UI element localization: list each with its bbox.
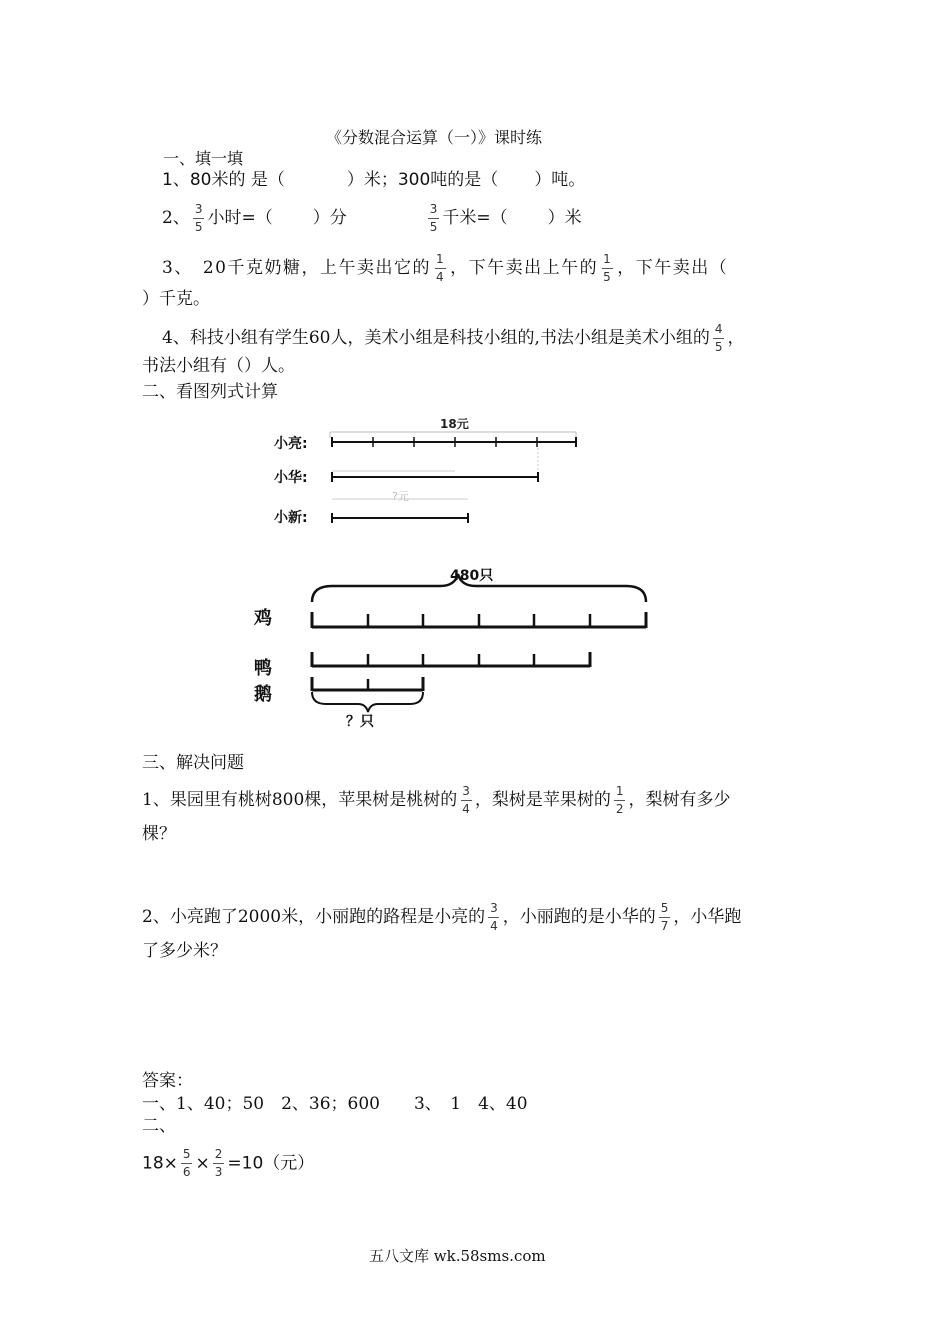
diagram2-row-label-3: 鹅 xyxy=(254,684,272,705)
question-3-1-line2: 棵？ xyxy=(142,824,176,844)
answers-line-1: 一、1、40；50 2、36；600 3、 1 4、40 xyxy=(142,1094,528,1114)
fraction: $\frac{3}{5}$ xyxy=(194,202,203,234)
question-1-4-line2: 书法小组有（）人。 xyxy=(142,356,295,376)
diagram2-total-label: 480只 xyxy=(450,568,494,584)
fraction: $\frac{3}{4}$ xyxy=(462,784,470,816)
segment-diagram-1 xyxy=(270,408,690,538)
fraction: $\frac{5}{6}$ xyxy=(182,1147,191,1179)
question-1-4: 4、科技小组有学生60人，美术小组是科技小组的,书法小组是美术小组的 $\frac{4}{5}$ ， xyxy=(162,322,745,354)
section3-heading: 三、解决问题 xyxy=(142,753,244,773)
diagram1-row-label-3: 小新: xyxy=(274,510,308,526)
answers-heading: 答案： xyxy=(142,1071,193,1091)
fraction: $\frac{1}{5}$ xyxy=(603,252,613,284)
fraction: $\frac{1}{4}$ xyxy=(435,252,446,284)
diagram2-unknown-label: ？只 xyxy=(346,714,374,730)
fraction: $\frac{3}{5}$ xyxy=(429,202,438,234)
answers-line-2: 二、 xyxy=(142,1116,176,1136)
question-1-2: 2、 $\frac{3}{5}$ 小时=（ ）分 $\frac{3}{5}$ 千米=（ ）米 xyxy=(162,202,582,234)
question-1-1: 1、80米的 是（ ）米；300吨的是（ ）吨。 xyxy=(162,170,586,190)
diagram2-row-label-2: 鸭 xyxy=(254,658,272,679)
diagram1-row-label-1: 小亮: xyxy=(274,436,308,452)
diagram2-row-label-1: 鸡 xyxy=(254,608,272,629)
question-1-3: 3、 20千克奶糖，上午卖出它的 $\frac{1}{4}$ ，下午卖出上午的 $\frac{1}{5}$ ，下午卖出（ xyxy=(162,252,729,284)
question-1-3-line2: ）千克。 xyxy=(142,289,210,309)
diagram1-unknown-label: ?元 xyxy=(392,490,409,503)
fraction: $\frac{2}{3}$ xyxy=(214,1147,223,1179)
diagram1-row-label-2: 小华: xyxy=(274,470,308,486)
segment-diagram-2 xyxy=(250,560,670,735)
footer-watermark: 五八文库 wk.58sms.com xyxy=(369,1247,546,1265)
page-title: 《分数混合运算（一）》课时练 xyxy=(326,128,543,147)
question-3-1: 1、果园里有桃树800棵，苹果树是桃树的 $\frac{3}{4}$ ，梨树是苹果树的 $\frac{1}{2}$ ，梨树有多少 xyxy=(142,784,731,816)
fraction: $\frac{3}{4}$ xyxy=(490,901,498,933)
fraction: $\frac{1}{2}$ xyxy=(615,784,624,816)
question-3-2-line2: 了多少米？ xyxy=(142,941,227,961)
answers-equation: 18× $\frac{5}{6}$ × $\frac{2}{3}$ =10（元） xyxy=(142,1147,315,1179)
section2-heading: 二、看图列式计算 xyxy=(142,382,278,402)
diagram1-total-label: 18元 xyxy=(440,417,469,431)
fraction: $\frac{5}{7}$ xyxy=(660,901,669,933)
question-3-2: 2、小亮跑了2000米，小丽跑的路程是小亮的 $\frac{3}{4}$ ，小丽跑的是小华的 $\frac{5}{7}$ ，小华跑 xyxy=(142,901,742,933)
fraction: $\frac{4}{5}$ xyxy=(714,322,723,354)
section1-heading: 一、填一填 xyxy=(163,149,244,168)
